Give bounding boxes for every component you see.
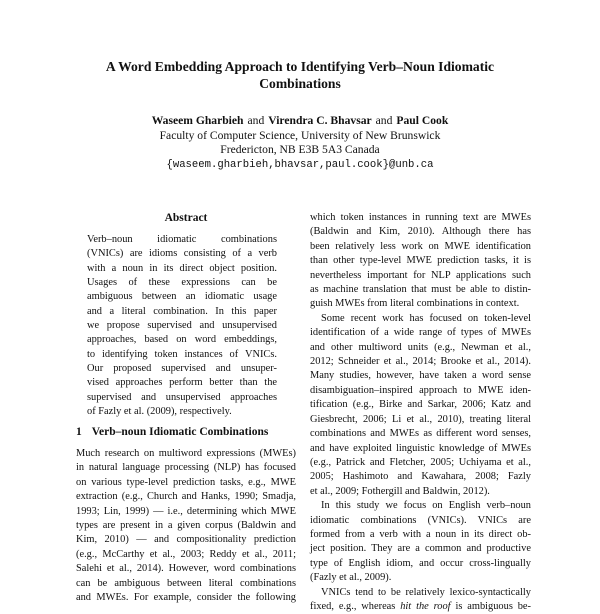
- abstract-line: Usages of these expressions can be: [87, 277, 277, 289]
- section-number: 1: [76, 426, 82, 438]
- body-line: as machine translation that must be able to distin-: [310, 284, 531, 296]
- body-line: which token instances in running text are MWEs: [310, 212, 531, 223]
- body-line: (Fazly et al., 2009).: [310, 572, 392, 584]
- idiom-example: hit the roof: [400, 600, 451, 612]
- body-line: and have exploited linguistic knowledge of MWEs: [310, 442, 531, 454]
- right-column: [310, 211, 531, 614]
- body-line: than other type-level MWE prediction tasks, it is: [310, 255, 531, 267]
- body-line: idiomatic combinations (VNICs). VNICs are: [310, 514, 531, 526]
- body-line: tification (e.g., Birke and Sarkar, 2006; Katz and: [310, 399, 531, 411]
- abstract-line: (VNICs) are idioms consisting of a verb: [87, 248, 277, 260]
- section-title: Verb–noun Idiomatic Combinations: [91, 426, 269, 438]
- abstract-line: approaches, based on word embeddings,: [87, 334, 277, 346]
- body-line: In this study we focus on English verb–noun: [321, 500, 531, 512]
- location: Fredericton, NB E3B 5A3 Canada: [220, 143, 380, 156]
- body-line: Much research on multiword expressions (MWEs): [76, 448, 296, 459]
- title-line: Combinations: [259, 76, 341, 91]
- body-line: (e.g., Patrick and Fletcher, 2005; Uchiyama et al.,: [310, 456, 531, 468]
- body-line: [310, 600, 531, 614]
- abstract-line: and a literal combination. In this paper: [87, 305, 277, 317]
- body-line: types are present in a given corpus (Baldwin and: [76, 520, 296, 532]
- body-line: guish MWEs from literal combinations in context.: [310, 298, 520, 310]
- paragraph: [310, 211, 531, 312]
- author-names: [60, 114, 540, 129]
- text-run: fixed, e.g., whereas: [310, 600, 401, 612]
- abstract-line: Our proposed supervised and unsuper-: [87, 363, 277, 375]
- body-line: 1993; Lin, 1999) — i.e., determining which MWE: [76, 505, 296, 517]
- body-line: Salehi et al., 2014). However, word combinations: [76, 563, 296, 575]
- body-line: type of English idiom, and occur cross-lingually: [310, 557, 531, 569]
- author-name: Virendra C. Bhavsar: [268, 114, 372, 127]
- abstract-line: ambiguous between an idiomatic usage: [87, 291, 277, 303]
- paragraph: [310, 499, 531, 585]
- body-line: (e.g., McCarthy et al., 2003; Reddy et al., 2011;: [76, 548, 296, 560]
- body-line: disambiguation–inspired approach to MWE iden-: [310, 384, 531, 396]
- body-line: formed from a verb with a noun in its direct ob-: [310, 528, 531, 540]
- body-line: Giesbrecht, 2006; Li et al., 2010), treating literal: [310, 413, 531, 425]
- abstract-line: vised approaches perform better than the: [87, 377, 277, 389]
- author-separator: and: [247, 114, 265, 127]
- author-name: Paul Cook: [396, 114, 449, 127]
- affiliation: Faculty of Computer Science, University of New Brunswick: [159, 128, 441, 142]
- paper-title: [60, 58, 540, 92]
- author-name: Waseem Gharbieh: [151, 114, 244, 127]
- section-body: [76, 447, 296, 605]
- body-line: 2012; Schneider et al., 2014; Brooke et al., 2014).: [310, 356, 531, 368]
- body-line: combinations and MWEs as different word senses,: [310, 428, 531, 440]
- body-line: and MWEs. For example, consider the following: [76, 592, 296, 604]
- body-line: et al., 2009; Fothergill and Baldwin, 2012).: [310, 485, 490, 497]
- body-line: extraction (e.g., Church and Hanks, 1990; Smadja,: [76, 491, 296, 503]
- author-block: [60, 114, 540, 172]
- body-line: on various type-level prediction tasks, e.g., MWE: [76, 476, 296, 488]
- abstract-line: to identifying token instances of VNICs.: [87, 348, 277, 360]
- paragraph: [310, 312, 531, 499]
- abstract-line: we propose supervised and unsupervised: [87, 320, 277, 332]
- body-line: identification of a wide range of types of MWEs: [310, 327, 531, 339]
- abstract-line: supervised and unsupervised approaches: [87, 391, 277, 403]
- body-line: and other multiword units (e.g., Newman et al.,: [310, 341, 531, 353]
- abstract-line: Verb–noun idiomatic combinations: [87, 234, 277, 245]
- text-run: is ambiguous be-: [450, 600, 532, 612]
- body-line: Kim, 2010) — and compositionality prediction: [76, 534, 296, 546]
- body-line: can be ambiguous between literal combinations: [76, 577, 296, 589]
- abstract-line: with a noun in its direct object position.: [87, 262, 277, 274]
- body-line: (Baldwin and Kim, 2010). Although there has: [310, 226, 531, 238]
- body-line: VNICs tend to be relatively lexico-syntactically: [321, 586, 531, 598]
- body-line: nevertheless important for NLP applications such: [310, 269, 531, 281]
- body-line: ject position. They are a common and productive: [310, 543, 531, 555]
- body-line: been relatively less work on MWE identification: [310, 240, 531, 252]
- author-separator: and: [375, 114, 393, 127]
- body-line: Some recent work has focused on token-level: [321, 312, 531, 324]
- body-line: 2005; Hashimoto and Kawahara, 2008; Fazly: [310, 471, 531, 483]
- email: {waseem.gharbieh,bhavsar,paul.cook}@unb.ca: [166, 158, 434, 171]
- abstract-heading: Abstract: [164, 212, 208, 224]
- abstract-line: of Fazly et al. (2009), respectively.: [87, 406, 232, 418]
- body-line: in natural language processing (NLP) has focused: [76, 462, 296, 474]
- body-line: Many studies, however, have taken a word sense: [310, 370, 531, 382]
- section-heading: [76, 426, 301, 438]
- title-line: A Word Embedding Approach to Identifying Verb–Noun Idiomatic: [105, 59, 495, 74]
- abstract-body: [87, 233, 277, 419]
- paragraph: [310, 586, 531, 614]
